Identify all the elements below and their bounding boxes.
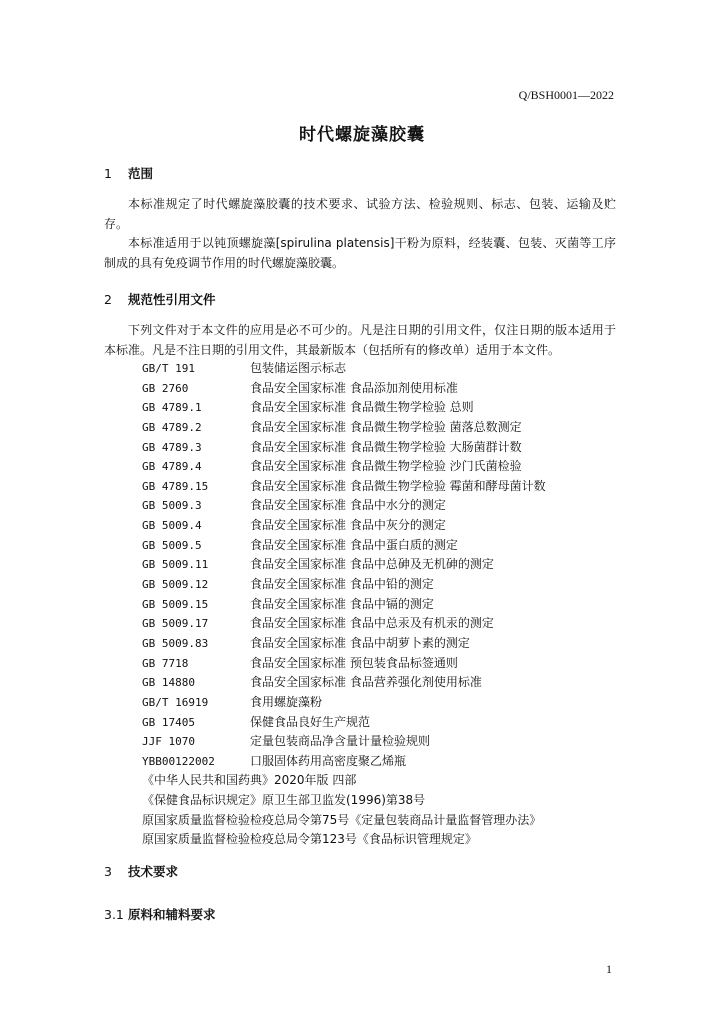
reference-item [142, 673, 546, 693]
reference-item [142, 477, 546, 497]
reference-title: 食品安全国家标准 食品中胡萝卜素的测定 [250, 635, 470, 650]
section-number: 3 [104, 864, 112, 879]
reference-title: 食品安全国家标准 食品中灰分的测定 [250, 518, 446, 533]
section-title: 范围 [128, 166, 154, 181]
section-1-paragraph-1: 本标准规定了时代螺旋藻胶囊的技术要求、试验方法、检验规则、标志、包装、运输及贮存。 [104, 197, 616, 231]
reference-title: 口服固体药用高密度聚乙烯瓶 [250, 753, 407, 768]
reference-title: 包装储运图示标志 [250, 361, 347, 375]
reference-item [142, 457, 546, 477]
reference-item [142, 555, 546, 575]
reference-title: 食品安全国家标准 食品中总砷及无机砷的测定 [250, 557, 494, 572]
reference-item [142, 536, 546, 556]
reference-item [142, 614, 546, 634]
reference-title: 食品安全国家标准 食品微生物学检验 总则 [250, 400, 474, 415]
reference-title: 《中华人民共和国药典》2020年版 四部 [142, 773, 357, 788]
reference-title: 食品安全国家标准 食品中水分的测定 [250, 498, 446, 513]
reference-item [142, 575, 546, 595]
section-number: 3.1 [104, 907, 124, 922]
reference-title: 食品安全国家标准 食品中铅的测定 [250, 577, 434, 592]
reference-code: GB 5009.11 [142, 558, 209, 572]
reference-code: GB 5009.17 [142, 617, 209, 631]
reference-code: GB 5009.4 [142, 519, 202, 533]
reference-list [142, 359, 546, 850]
reference-item [142, 713, 546, 733]
reference-code: GB 7718 [142, 656, 189, 670]
reference-item [142, 496, 546, 516]
reference-title: 原国家质量监督检验检疫总局令第123号《食品标识管理规定》 [142, 832, 477, 847]
reference-code: GB/T 16919 [142, 695, 209, 709]
reference-item [142, 771, 546, 791]
reference-code: GB 17405 [142, 715, 195, 729]
reference-code: GB 5009.15 [142, 597, 209, 611]
reference-code: GB 4789.2 [142, 420, 202, 434]
section-title: 原料和辅料要求 [128, 907, 216, 922]
section-number: 1 [104, 166, 112, 181]
reference-code: GB 4789.15 [142, 479, 209, 493]
reference-code: GB 5009.83 [142, 636, 209, 650]
reference-title: 食品安全国家标准 食品添加剂使用标准 [250, 380, 458, 395]
page-number: 1 [606, 962, 612, 976]
reference-title: 食品安全国家标准 食品中蛋白质的测定 [250, 537, 458, 552]
reference-item [142, 654, 546, 674]
reference-code: GB 5009.12 [142, 578, 209, 592]
reference-item [142, 693, 546, 713]
reference-code: GB/T 191 [142, 362, 195, 375]
document-title: 时代螺旋藻胶囊 [299, 125, 425, 145]
reference-item [142, 752, 546, 772]
standard-code: Q/BSH0001—2022 [518, 88, 614, 102]
section-number: 2 [104, 292, 112, 307]
reference-code: YBB00122002 [142, 754, 215, 768]
reference-title: 食品安全国家标准 食品中镉的测定 [250, 596, 434, 611]
section-1-heading [104, 164, 153, 182]
reference-title: 食品安全国家标准 食品微生物学检验 沙门氏菌检验 [250, 459, 522, 474]
reference-title: 食品安全国家标准 食品微生物学检验 大肠菌群计数 [250, 439, 522, 454]
reference-item [142, 791, 546, 811]
section-title: 规范性引用文件 [128, 292, 216, 307]
reference-item [142, 830, 546, 850]
reference-item [142, 438, 546, 458]
reference-item [142, 634, 546, 654]
reference-code: GB 4789.4 [142, 460, 202, 474]
section-2-intro: 下列文件对于本文件的应用是必不可少的。凡是注日期的引用文件，仅注日期的版本适用于本标准。凡是不注日期的引用文件，其最新版本（包括所有的修改单）适用于本文件。 [104, 323, 616, 357]
reference-item [142, 379, 546, 399]
reference-title: 食品安全国家标准 食品微生物学检验 霉菌和酵母菌计数 [250, 478, 546, 493]
reference-title: 食品安全国家标准 食品中总汞及有机汞的测定 [250, 616, 494, 631]
reference-item [142, 359, 546, 379]
reference-item [142, 595, 546, 615]
reference-title: 原国家质量监督检验检疫总局令第75号《定量包装商品计量监督管理办法》 [142, 812, 542, 827]
section-1-paragraph-2: 本标准适用于以钝顶螺旋藻[spirulina platensis]干粉为原料，经装囊、包装、灭菌等工序制成的具有免疫调节作用的时代螺旋藻胶囊。 [104, 236, 616, 270]
reference-code: GB 4789.3 [142, 440, 202, 454]
section-2-heading [104, 290, 216, 308]
reference-title: 保健食品良好生产规范 [250, 714, 371, 729]
reference-item [142, 732, 546, 752]
reference-item [142, 418, 546, 438]
reference-code: GB 2760 [142, 381, 189, 395]
section-3-1-heading [104, 905, 216, 923]
reference-code: GB 4789.1 [142, 401, 202, 415]
reference-title: 食品安全国家标准 食品微生物学检验 菌落总数测定 [250, 419, 522, 434]
reference-title: 定量包装商品净含量计量检验规则 [250, 734, 431, 749]
section-title: 技术要求 [128, 864, 179, 879]
reference-code: GB 5009.5 [142, 538, 202, 552]
reference-item [142, 516, 546, 536]
reference-code: JJF 1070 [142, 735, 195, 749]
reference-item [142, 398, 546, 418]
reference-title: 《保健食品标识规定》原卫生部卫监发(1996)第38号 [142, 793, 426, 808]
reference-item [142, 811, 546, 831]
reference-code: GB 14880 [142, 676, 195, 690]
section-3-heading [104, 862, 178, 880]
reference-title: 食用螺旋藻粉 [250, 694, 323, 709]
reference-title: 食品安全国家标准 食品营养强化剂使用标准 [250, 675, 482, 690]
reference-title: 食品安全国家标准 预包装食品标签通则 [250, 655, 458, 670]
reference-code: GB 5009.3 [142, 499, 202, 513]
